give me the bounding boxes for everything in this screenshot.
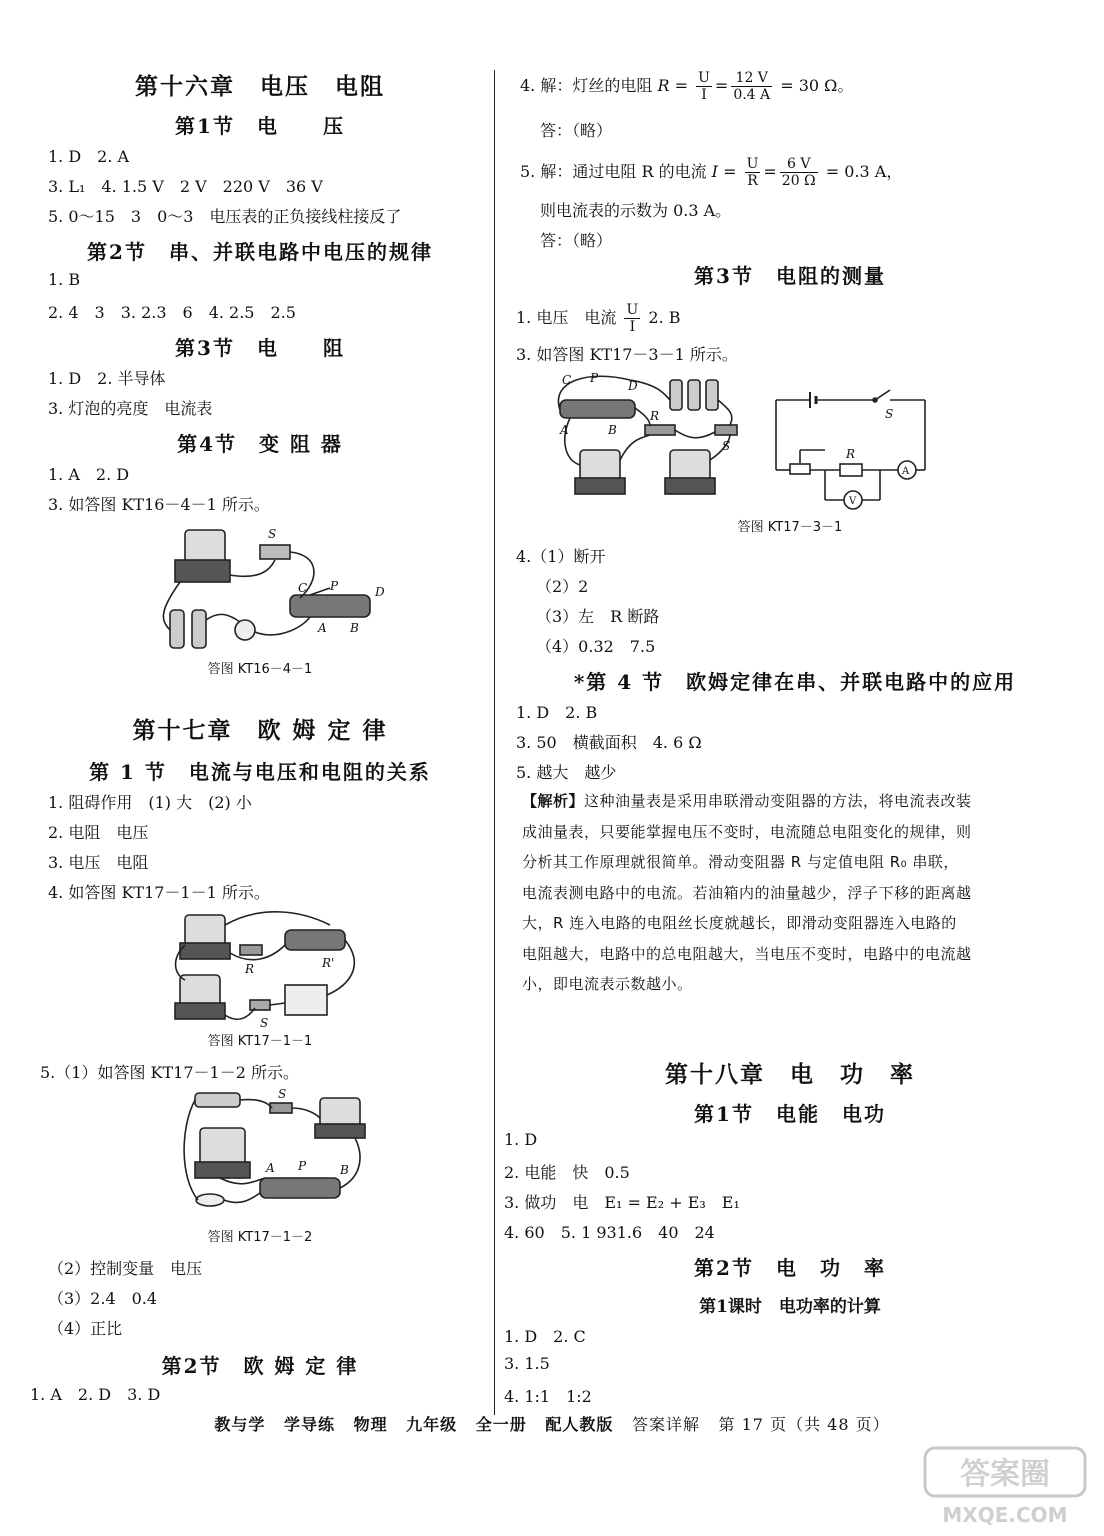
label-r: R <box>650 409 660 423</box>
answer-line: （3）左 R 断路 <box>536 607 660 626</box>
label-b: B <box>350 621 359 635</box>
label-s: S <box>268 527 277 541</box>
answer-line: 5. 0～15 3 0～3 电压表的正负接线柱接反了 <box>48 207 402 226</box>
chapter-16-title: 第十六章 电压 电阻 <box>135 73 385 100</box>
q5-result: = 0.3 A， <box>825 162 903 181</box>
answer-text: 1. 电压 电流 <box>516 308 617 327</box>
section-17-3-title: 第3节 电阻的测量 <box>694 264 886 288</box>
fraction <box>745 156 761 189</box>
footer-subject: 物理 <box>353 1415 388 1434</box>
answer-line: 答：（略） <box>540 231 613 250</box>
chapter-18-title: 第十八章 电 功 率 <box>665 1061 915 1088</box>
answer-line-17-3-1 <box>516 302 680 335</box>
denominator: 0.4 A <box>733 87 771 103</box>
label-s: S <box>260 1016 269 1030</box>
analysis-note <box>522 786 972 1000</box>
column-divider <box>494 70 495 1415</box>
fraction <box>696 70 712 103</box>
section-16-4-title: 第4节 变 阻 器 <box>177 432 343 456</box>
numerator: U <box>698 70 710 86</box>
label-a: A <box>318 621 327 635</box>
answer-line: 答：（略） <box>540 121 613 140</box>
figure-caption: 答图 KT17－3－1 <box>737 520 843 535</box>
answer-line: 4. 60 5. 1 931.6 40 24 <box>504 1223 715 1242</box>
answer-line: 2. 4 3 3. 2.3 6 4. 2.5 2.5 <box>48 303 296 322</box>
q4-intro: 4. 解：灯丝的电阻 <box>520 76 653 95</box>
q5-lhs: I = <box>711 162 737 181</box>
label-p: P <box>330 579 339 593</box>
answer-line-q4: 4. 解：灯丝的电阻 R = $\frac{U}{I}$ = $\frac{12 V}{0.4 A}$ = 30 Ω。 <box>520 70 854 103</box>
footer-brand: 教与学 <box>214 1415 266 1434</box>
footer-volume: 全一册 <box>475 1415 527 1434</box>
denominator: I <box>701 87 707 103</box>
numerator: 6 V <box>780 156 818 173</box>
answer-line: （4）正比 <box>48 1319 123 1338</box>
numerator: 12 V <box>731 70 772 87</box>
q4-result: = 30 Ω。 <box>780 76 854 95</box>
circuit-figure-kt17-3-1 <box>550 370 940 510</box>
answer-line: 4. 如答图 KT17－1－1 所示。 <box>48 883 270 902</box>
section-16-1-title: 第1节 电 压 <box>175 114 345 138</box>
section-16-3-title: 第3节 电 阻 <box>175 336 345 360</box>
circuit-figure-kt17-1-1 <box>170 905 370 1030</box>
label-d: D <box>628 379 638 393</box>
answer-line: 5. 越大 越少 <box>516 763 617 782</box>
figure-caption: 答图 KT17－1－2 <box>207 1230 313 1245</box>
section-18-1-title: 第1节 电能 电功 <box>694 1102 886 1126</box>
watermark-domain: MXQE.COM <box>942 1503 1068 1527</box>
denominator: I <box>629 319 636 335</box>
q4-lhs: R = <box>657 76 688 95</box>
answer-line: 1. A 2. D 3. D <box>30 1385 161 1404</box>
answer-line: 2. 电能 快 0.5 <box>504 1163 630 1182</box>
answer-line: 1. D 2. A <box>48 147 130 166</box>
answer-line: （3）2.4 0.4 <box>48 1289 158 1308</box>
numerator: U <box>746 156 759 172</box>
figure-caption: 答图 KT16－4－1 <box>207 662 313 677</box>
answer-line: 1. D <box>504 1130 538 1149</box>
watermark-brand: 答案圈 <box>960 1457 1050 1492</box>
section-17-1-title: 第 1 节 电流与电压和电阻的关系 <box>89 760 431 784</box>
label-r: R <box>245 962 255 976</box>
answer-line: 3. 如答图 KT16－4－1 所示。 <box>48 495 270 514</box>
answer-line: 3. 做功 电 E₁ = E₂ + E₃ E₁ <box>504 1193 740 1212</box>
answer-line: 1. 阻碍作用 (1) 大 (2) 小 <box>48 793 252 812</box>
answer-line-q5: 5. 解：通过电阻 R 的电流 I = $\frac{U}{R}$ = $\frac{6 V}{20 \Omega}$ = 0.3 A， <box>520 156 903 189</box>
label-c: C <box>298 581 308 595</box>
answer-line: 1. A 2. D <box>48 465 130 484</box>
label-d: D <box>375 585 385 599</box>
answer-line: （4）0.32 7.5 <box>536 637 656 656</box>
figure-caption: 答图 KT17－1－1 <box>207 1034 313 1049</box>
section-18-2-title: 第2节 电 功 率 <box>694 1256 886 1280</box>
answer-line: 3. 如答图 KT17－3－1 所示。 <box>516 345 738 364</box>
label-c: C <box>562 373 572 387</box>
footer-page-number: 第 17 页（共 48 页） <box>718 1415 890 1434</box>
answer-line: 1. B <box>48 270 81 289</box>
label-r-prime: R' <box>322 956 335 970</box>
label-b: B <box>340 1163 349 1177</box>
chapter-17-title: 第十七章 欧 姆 定 律 <box>132 717 388 744</box>
answer-line: 1. D 2. 半导体 <box>48 369 166 388</box>
analysis-label: 【解析】 <box>522 792 585 810</box>
fraction <box>731 70 772 103</box>
circuit-figure-kt16-4-1 <box>150 520 400 650</box>
label-s: S <box>885 407 894 421</box>
answer-line: 3. 灯泡的亮度 电流表 <box>48 399 213 418</box>
footer-series: 学导练 <box>283 1415 335 1434</box>
voltmeter-label: V <box>849 496 857 507</box>
answer-line: 4. 1:1 1:2 <box>504 1387 592 1406</box>
answer-text: 2. B <box>648 308 681 327</box>
numerator: U <box>626 302 639 318</box>
answer-line: 则电流表的示数为 0.3 A。 <box>540 201 732 220</box>
label-s: S <box>278 1088 287 1101</box>
label-b: B <box>608 423 617 437</box>
section-17-2-title: 第2节 欧 姆 定 律 <box>161 1354 359 1378</box>
analysis-text: 这种油量表是采用串联滑动变阻器的方法，将电流表改装成油量表，只要能掌握电压不变时，电流随总电阻变化的规律，则分析其工作原理就很简单。滑动变阻器 R 与定值电阻 R₀ 串联，电流表测电路中的电流。若油箱内的油量越少，浮子下移的距离越大，R 连入电路的电阻丝长度就越长，即滑动变阻器连入电路的电阻越大，电路中的总电阻越大，当电压不变时，电路中的电流越小，即电流表示数越小。 <box>522 792 972 993</box>
answer-line: 3. L₁ 4. 1.5 V 2 V 220 V 36 V <box>48 177 323 196</box>
footer-grade: 九年级 <box>406 1415 458 1434</box>
label-s: S <box>722 439 731 453</box>
answer-line: 2. 电阻 电压 <box>48 823 149 842</box>
label-p: P <box>298 1159 307 1173</box>
section-16-2-title: 第2节 串、并联电路中电压的规律 <box>87 240 433 264</box>
denominator: 20 Ω <box>781 173 816 189</box>
answer-line: （2）2 <box>536 577 589 596</box>
circuit-figure-kt17-1-2 <box>180 1088 370 1218</box>
ammeter-label: A <box>902 466 910 477</box>
footer-kind: 答案详解 <box>631 1415 700 1434</box>
page-footer <box>0 1412 1104 1435</box>
q5-intro: 5. 解：通过电阻 R 的电流 <box>520 162 707 181</box>
fraction <box>624 302 640 335</box>
answer-line: 3. 50 横截面积 4. 6 Ω <box>516 733 702 752</box>
answer-line: 1. D 2. B <box>516 703 598 722</box>
answer-line: 1. D 2. C <box>504 1327 586 1346</box>
section-17-4-title: *第 4 节 欧姆定律在串、并联电路中的应用 <box>573 670 1017 694</box>
watermark-logo <box>920 1440 1090 1530</box>
answer-line: 4.（1）断开 <box>516 547 606 566</box>
answer-line: 3. 1.5 <box>504 1354 550 1373</box>
fraction <box>780 156 818 189</box>
label-a: A <box>560 423 569 437</box>
label-r: R <box>846 447 856 461</box>
lesson-title: 第1课时 电功率的计算 <box>699 1297 881 1317</box>
answer-line: 5.（1）如答图 KT17－1－2 所示。 <box>40 1063 299 1082</box>
footer-edition: 配人教版 <box>545 1415 614 1434</box>
denominator: R <box>747 173 758 189</box>
label-p: P <box>590 371 599 385</box>
label-a: A <box>266 1161 275 1175</box>
answer-line: 3. 电压 电阻 <box>48 853 149 872</box>
answer-line: （2）控制变量 电压 <box>48 1259 203 1278</box>
